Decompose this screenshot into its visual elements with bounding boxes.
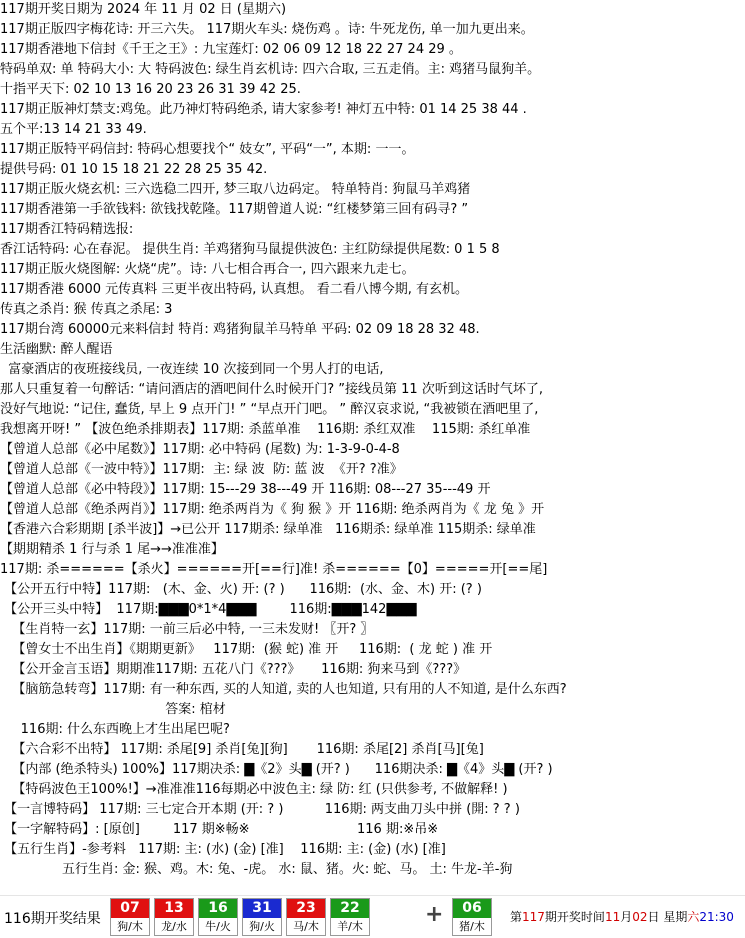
text-line: 答案: 棺材 bbox=[0, 702, 226, 717]
text-line: 117期正版神灯禁支:鸡兔。此乃神灯特码绝杀, 请大家参考! 神灯五中特: 01 14 25 38 44 . bbox=[0, 102, 527, 117]
text-line: 香江话特码: 心在春泥。 提供生肖: 羊鸡猪狗马鼠提供波色: 主红防绿提供尾数: 0 1 5 8 bbox=[0, 242, 500, 257]
next-day: 02 bbox=[632, 910, 648, 924]
text-line: 五个平:13 14 21 33 49. bbox=[0, 122, 147, 137]
text-line: 传真之杀肖: 猴 传真之杀尾: 3 bbox=[0, 302, 173, 317]
text-line: 【脑筋急转弯】117期: 有一种东西, 买的人知道, 卖的人也知道, 只有用的人不知道, 是什么东西? bbox=[0, 682, 567, 697]
text-line: 生活幽默: 醉人醒语 bbox=[0, 342, 113, 357]
ball-number: 16 bbox=[199, 899, 237, 918]
text-line: 【曾道人总部《必中特段》】117期: 15---29 38---49 开 116期: 08---27 35---49 开 bbox=[0, 482, 491, 497]
text-line: 富豪酒店的夜班接线员, 一夜连续 10 次接到同一个男人打的电话, bbox=[0, 362, 384, 377]
info-prefix: 第 bbox=[510, 910, 523, 924]
text-line: 特码单双: 单 特码大小: 大 特码波色: 绿生肖玄机诗: 四六合取, 三五走俏。主: 鸡猪马鼠狗羊。 bbox=[0, 62, 541, 77]
text-line: 117期香江特码精选报: bbox=[0, 222, 134, 237]
next-time: 21:30 bbox=[699, 910, 734, 924]
text-line: 我想离开呀! ” 【波色绝杀排期表】117期: 杀蓝单准 116期: 杀红双准 115期: 杀红单准 bbox=[0, 422, 531, 437]
next-draw-info bbox=[510, 908, 734, 925]
text-line: 【曾女士不出生肖】《期期更新》 117期: (猴 蛇) 准 开 116期: ( 龙 蛇 ) 准 开 bbox=[0, 642, 493, 657]
text-line: 【公开三头中特】 117期:▇▇▇0*1*4▇▇▇ 116期:▇▇▇142▇▇▇ bbox=[0, 602, 417, 617]
text-line: 116期: 什么东西晚上才生出尾巴呢? bbox=[0, 722, 230, 737]
ball-number: 13 bbox=[155, 899, 193, 918]
ball-zodiac: 马/木 bbox=[293, 920, 319, 933]
ball-number: 07 bbox=[111, 899, 149, 918]
text-line: 【曾道人总部《必中尾数》】117期: 必中特码 (尾数) 为: 1-3-9-0-4-8 bbox=[0, 442, 400, 457]
result-ball bbox=[198, 898, 238, 936]
text-line: 117期开奖日期为 2024 年 11 月 02 日 (星期六) bbox=[0, 2, 287, 17]
ball-zodiac: 狗/火 bbox=[249, 920, 275, 933]
text-line: 117期香港第一手欲钱料: 欲钱找乾隆。117期曾道人说: “红楼梦第三回有码寻? ” bbox=[0, 202, 469, 217]
text-line: 【特码波色王100%!】→准准准116每期必中波色主: 绿 防: 红 (只供参考, 不做解释! ) bbox=[0, 782, 508, 797]
text-line: 117期: 杀======【杀火】======开[==行]准! 杀======【0】=====开[==尾] bbox=[0, 562, 548, 577]
text-line: 117期香港 6000 元传真料 三更半夜出特码, 认真想。 看二看八博今期, 有玄机。 bbox=[0, 282, 468, 297]
ball-number: 06 bbox=[453, 899, 491, 918]
text-line: 117期正版四字梅花诗: 开三六失。 117期火车头: 烧伤鸡 。诗: 牛死龙伤, 单一加九更出来。 bbox=[0, 22, 534, 37]
text-line: 【香港六合彩期期 [杀半波]】→已公开 117期杀: 绿单准 116期杀: 绿单准 115期杀: 绿单准 bbox=[0, 522, 536, 537]
text-line: 【公开金言玉语】期期准117期: 五花八门《???》 116期: 狗来马到《???》 bbox=[0, 662, 467, 677]
next-month: 11 bbox=[604, 910, 621, 924]
info-day-suffix: 日 星期 bbox=[647, 910, 688, 924]
result-ball bbox=[154, 898, 194, 936]
text-line: 那人只重复着一句醉话: “请问酒店的酒吧间什么时候开门? ”接线员第 11 次听到这话时气坏了, bbox=[0, 382, 543, 397]
text-line: 【一言博特码】 117期: 三七定合开本期 (开: ? ) 116期: 两支曲刀头中拼 (開: ? ? ) bbox=[0, 802, 520, 817]
text-line: 【五行生肖】-参考料 117期: 主: (水) (金) [准] 116期: 主: (金) (水) [准] bbox=[0, 842, 446, 857]
next-period: 117 bbox=[522, 910, 545, 924]
info-mid: 期开奖时间 bbox=[544, 910, 605, 924]
info-month-suffix: 月 bbox=[620, 910, 633, 924]
special-ball bbox=[452, 898, 492, 936]
text-line: 【生肖特一玄】117期: 一前三后必中特, 一三未发财! 〖开? 〗 bbox=[0, 622, 374, 637]
text-line: 【一字解特码】: [原创] 117 期※畅※ 116 期:※吊※ bbox=[0, 822, 439, 837]
result-ball bbox=[242, 898, 282, 936]
ball-zodiac: 牛/火 bbox=[205, 920, 231, 933]
ball-number: 31 bbox=[243, 899, 281, 918]
result-ball bbox=[330, 898, 370, 936]
text-line: 五行生肖: 金: 猴、鸡。木: 兔、-虎。 水: 鼠、猪。火: 蛇、马。 土: 牛龙-羊-狗 bbox=[0, 862, 513, 877]
text-line: 117期正版火烧图解: 火烧“虎”。诗: 八七相合再合一, 四六跟来九走七。 bbox=[0, 262, 415, 277]
plus-sign: + bbox=[425, 902, 444, 927]
text-line: 【曾道人总部《绝杀两肖》】117期: 绝杀两肖为《 狗 猴 》开 116期: 绝杀两肖为《 龙 兔 》开 bbox=[0, 502, 545, 517]
text-line: 117期台湾 60000元来料信封 特肖: 鸡猪狗鼠羊马特单 平码: 02 09 18 28 32 48. bbox=[0, 322, 480, 337]
ball-zodiac: 羊/木 bbox=[337, 920, 363, 933]
text-line: 【六合彩不出特】 117期: 杀尾[9] 杀肖[兔][狗] 116期: 杀尾[2] 杀肖[马][兔] bbox=[0, 742, 484, 757]
draw-result-bar bbox=[0, 895, 745, 938]
result-ball bbox=[110, 898, 150, 936]
ball-zodiac: 狗/木 bbox=[117, 920, 143, 933]
text-line: 提供号码: 01 10 15 18 21 22 28 25 35 42. bbox=[0, 162, 268, 177]
text-line: 【曾道人总部《一波中特》】117期: 主: 绿 波 防: 蓝 波 《开? ?准》 bbox=[0, 462, 403, 477]
ball-number: 22 bbox=[331, 899, 369, 918]
text-line: 117期正版特平码信封: 特码心想要找个“ 妓女”, 平码“一”, 本期: 一一。 bbox=[0, 142, 415, 157]
result-ball bbox=[286, 898, 326, 936]
next-weekday: 六 bbox=[687, 910, 700, 924]
draw-result-label: 116期开奖结果 bbox=[4, 911, 101, 927]
text-line: 【内部 (绝杀特头) 100%】117期决杀: ▇《2》头▇ (开? ) 116期决杀: ▇《4》头▇ (开? ) bbox=[0, 762, 553, 777]
text-line: 【公开五行中特】117期: (木、金、火) 开: (? ) 116期: (水、金、木) 开: (? ) bbox=[0, 582, 482, 597]
ball-zodiac: 龙/水 bbox=[161, 920, 187, 933]
text-line: 十指平天下: 02 10 13 16 20 23 26 31 39 42 25. bbox=[0, 82, 301, 97]
text-line: 117期香港地下信封《千王之王》: 九宝莲灯: 02 06 09 12 18 22 27 24 29 。 bbox=[0, 42, 462, 57]
ball-number: 23 bbox=[287, 899, 325, 918]
text-line: 没好气地说: “记住, 蠢货, 早上 9 点开门! ” “早点开门吧。 ” 醉汉哀求说, “我被锁在酒吧里了, bbox=[0, 402, 539, 417]
ball-zodiac: 猪/木 bbox=[459, 920, 485, 933]
text-line: 【期期精杀 1 行与杀 1 尾→→准准准】 bbox=[0, 542, 224, 557]
text-line: 117期正版火烧玄机: 三六选稳二四开, 梦三取八边码定。 特单特肖: 狗鼠马羊鸡猪 bbox=[0, 182, 471, 197]
